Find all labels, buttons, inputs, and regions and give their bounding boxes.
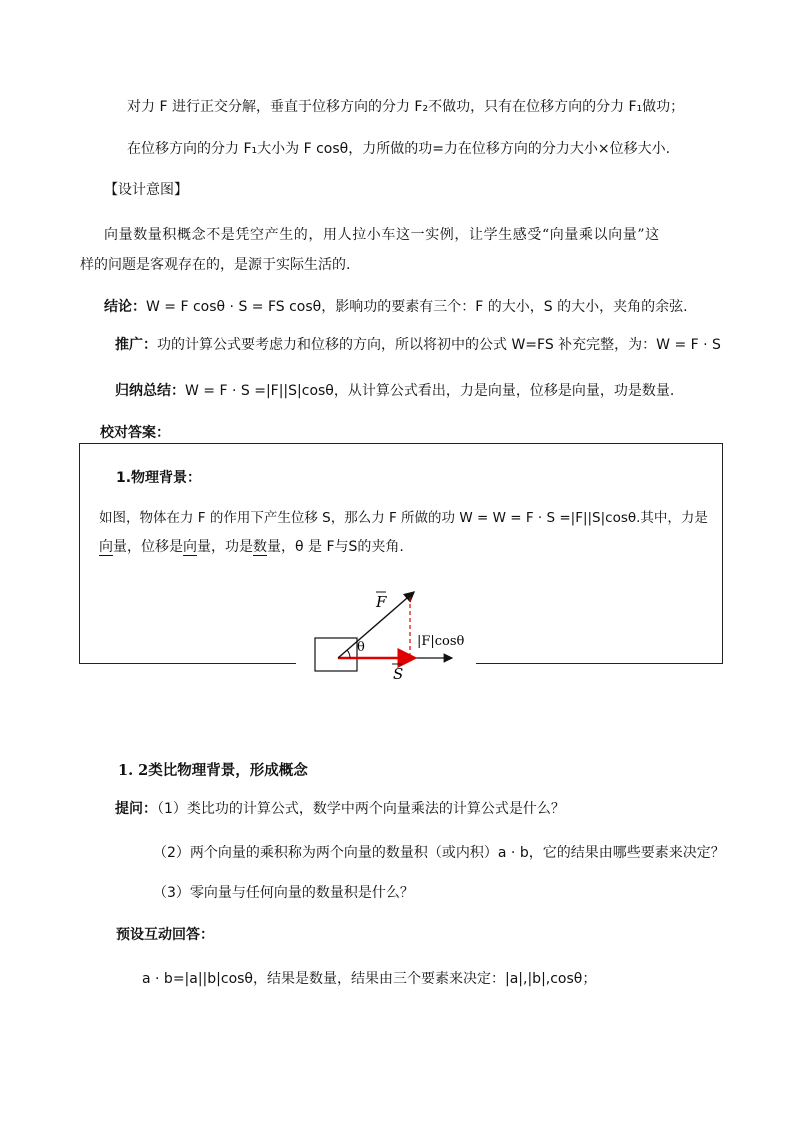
vector-underlined-1: 向 (99, 539, 113, 555)
summary-label: 归纳总结： (115, 383, 185, 399)
answers-label: 校对答案： (100, 425, 170, 441)
force-label: F (376, 593, 387, 611)
summary-text: W = F · S =|F||S|cosθ，从计算公式看出，力是向量，位移是向量，功是数量. (185, 383, 675, 399)
preset-answer-text: a · b=|a||b|cosθ，结果是数量，结果由三个要素来决定：|a|,|b|,cosθ； (142, 971, 597, 987)
extension-label: 推广： (115, 337, 157, 353)
question-3: （3）零向量与任何向量的数量积是什么？ (153, 885, 414, 901)
question-label: 提问： (115, 801, 157, 817)
line2-text-2: 量，功是 (197, 539, 253, 555)
angle-label: θ (357, 640, 365, 655)
paragraph-work-formula: 在位移方向的分力 F₁大小为 F cosθ，力所做的功=力在位移方向的分力大小×位移大小. (127, 141, 671, 157)
object-block (315, 638, 357, 671)
displacement-label: S (393, 665, 404, 683)
paragraph-force-decomposition: 对力 F 进行正交分解，垂直于位移方向的分力 F₂不做功，只有在位移方向的分力 F₁做功； (127, 99, 685, 115)
design-intent-line-1: 向量数量积概念不是凭空产生的，用人拉小车这一实例，让学生感受“向量乘以向量”这 (104, 227, 660, 243)
vector-underlined-2: 向 (183, 539, 197, 555)
design-intent-heading: 【设计意图】 (104, 182, 188, 198)
section-heading: 1. 2类比物理背景，形成概念 (118, 762, 308, 779)
line2-text-1: 量，位移是 (113, 539, 183, 555)
physics-background-title: 1.物理背景： (116, 470, 202, 486)
question-1: （1）类比功的计算公式，数学中两个向量乘法的计算公式是什么？ (157, 801, 565, 817)
projection-label: |F|cosθ (417, 634, 465, 649)
physics-background-line-1: 如图，物体在力 F 的作用下产生位移 S，那么力 F 所做的功 W = W = F · S =|F||S|cosθ.其中，力是 (99, 510, 708, 526)
scalar-underlined: 数 (253, 539, 267, 555)
conclusion-text: W = F cosθ · S = FS cosθ，影响功的要素有三个：F 的大小，S 的大小，夹角的余弦. (146, 299, 688, 315)
question-2: （2）两个向量的乘积称为两个向量的数量积（或内积）a · b，它的结果由哪些要素来决定？ (153, 845, 725, 861)
extension-text: 功的计算公式要考虑力和位移的方向，所以将初中的公式 W=FS 补充完整，为：W = F · S (157, 337, 721, 353)
preset-answer-label: 预设互动回答： (116, 927, 214, 943)
design-intent-line-2: 样的问题是客观存在的，是源于实际生活的. (80, 257, 351, 273)
conclusion-label: 结论： (104, 299, 146, 315)
question-line-1 (115, 799, 565, 819)
line2-text-3: 量，θ 是 F与S的夹角. (267, 539, 404, 555)
